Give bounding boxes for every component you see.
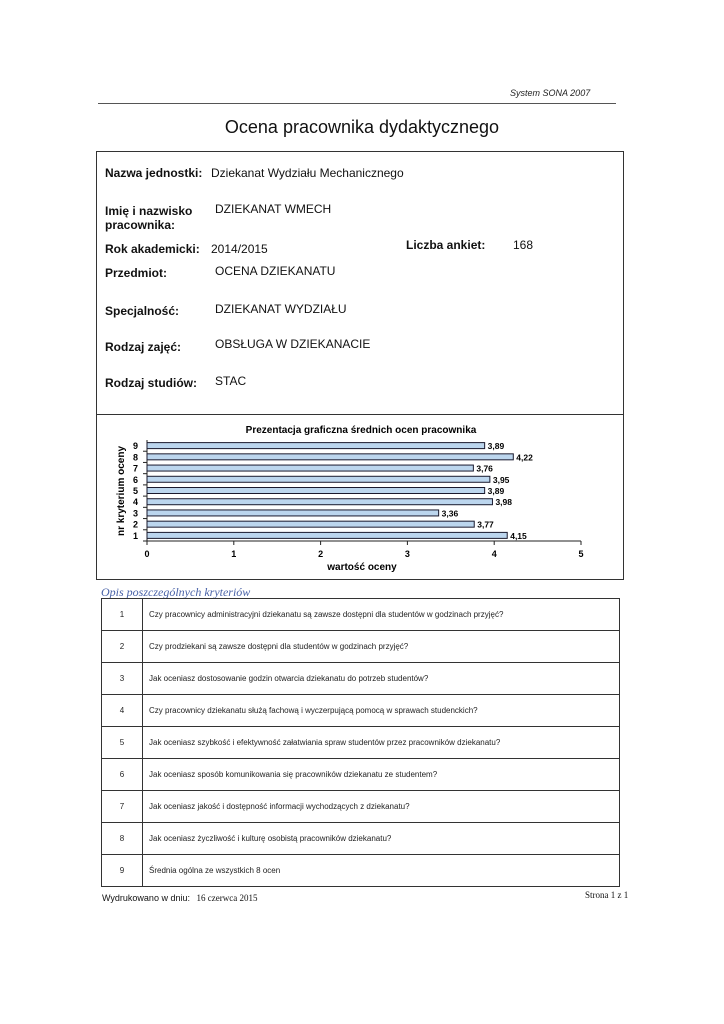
- chart-category-label: 9: [132, 441, 138, 452]
- criteria-row: [102, 695, 620, 727]
- chart-category-label: 8: [132, 452, 138, 463]
- criteria-text: Jak oceniasz życzliwość i kulturę osobistą pracowników dziekanatu?: [143, 823, 620, 855]
- chart-data-label: 3,98: [495, 497, 513, 508]
- criteria-number: 7: [102, 791, 143, 823]
- chart-bar: [147, 532, 507, 538]
- class-type-label: Rodzaj zajęć:: [105, 340, 182, 354]
- criteria-text: Jak oceniasz sposób komunikowania się pracowników dziekanatu ze studentem?: [143, 759, 620, 791]
- print-info: [102, 893, 257, 903]
- rating-chart: [97, 415, 623, 579]
- printed-label: Wydrukowano w dniu:: [102, 893, 190, 903]
- chart-x-tick-label: 1: [231, 549, 237, 559]
- surveys-label: Liczba ankiet:: [406, 238, 486, 252]
- specialty-label: Specjalność:: [105, 304, 180, 318]
- criteria-number: 9: [102, 855, 143, 887]
- printed-date: 16 czerwca 2015: [196, 893, 258, 903]
- chart-x-tick-label: 2: [318, 549, 324, 559]
- unit-value: Dziekanat Wydziału Mechanicznego: [211, 166, 404, 180]
- chart-category-label: 2: [132, 519, 138, 530]
- study-type-label: Rodzaj studiów:: [105, 376, 197, 390]
- chart-category-label: 3: [132, 508, 138, 519]
- name-label-line1: Imię i nazwisko: [105, 204, 193, 218]
- chart-bar: [147, 499, 492, 505]
- criteria-number: 3: [102, 663, 143, 695]
- criteria-row: [102, 727, 620, 759]
- criteria-row: [102, 823, 620, 855]
- criteria-row: [102, 759, 620, 791]
- criteria-row: [102, 663, 620, 695]
- chart-data-label: 3,95: [492, 474, 510, 485]
- criteria-text: Czy pracownicy administracyjni dziekanatu są zawsze dostępni dla studentów w godzinach przyjęć?: [143, 599, 620, 631]
- chart-bar: [147, 488, 485, 494]
- info-box: [96, 151, 624, 415]
- chart-category-label: 1: [132, 530, 138, 541]
- chart-data-label: 3,77: [477, 519, 494, 530]
- chart-bar: [147, 476, 490, 482]
- name-label-line2: pracownika:: [105, 218, 176, 232]
- criteria-text: Jak oceniasz jakość i dostępność informacji wychodzących z dziekanatu?: [143, 791, 620, 823]
- chart-x-tick-label: 4: [491, 549, 497, 559]
- page-number: Strona 1 z 1: [585, 890, 629, 900]
- criteria-number: 1: [102, 599, 143, 631]
- chart-title: Prezentacja graficzna średnich ocen pracownika: [245, 425, 477, 436]
- criteria-row: [102, 599, 620, 631]
- specialty-value: DZIEKANAT WYDZIAŁU: [215, 302, 347, 316]
- chart-x-tick-label: 0: [144, 549, 150, 559]
- chart-data-label: 3,89: [487, 486, 505, 496]
- criteria-row: [102, 791, 620, 823]
- page-title: Ocena pracownika dydaktycznego: [224, 117, 500, 137]
- chart-bar: [147, 454, 513, 460]
- chart-bar: [147, 521, 474, 527]
- chart-category-label: 6: [132, 474, 138, 485]
- year-value: 2014/2015: [211, 242, 268, 256]
- criteria-text: Średnia ogólna ze wszystkich 8 ocen: [143, 855, 620, 887]
- chart-bar: [147, 510, 439, 516]
- criteria-row: [102, 631, 620, 663]
- header-rule: [98, 103, 616, 104]
- year-label: Rok akademicki:: [105, 242, 200, 256]
- chart-x-tick-label: 3: [404, 549, 410, 559]
- surveys-value: 168: [513, 238, 534, 252]
- class-type-value: OBSŁUGA W DZIEKANACIE: [215, 337, 371, 351]
- criteria-number: 4: [102, 695, 143, 727]
- chart-data-label: 3,36: [441, 508, 459, 519]
- chart-box: [96, 414, 624, 580]
- criteria-heading: Opis poszczególnych kryteriów: [101, 585, 251, 599]
- chart-category-label: 4: [132, 497, 138, 508]
- unit-label: Nazwa jednostki:: [105, 166, 203, 180]
- subject-label: Przedmiot:: [105, 266, 168, 280]
- criteria-text: Jak oceniasz szybkość i efektywność załatwiania spraw studentów przez pracowników dziekanatu?: [143, 727, 620, 759]
- chart-xlabel: wartość oceny: [327, 562, 397, 573]
- chart-bar: [147, 465, 473, 471]
- chart-category-label: 7: [132, 463, 138, 474]
- criteria-text: Czy prodziekani są zawsze dostępni dla studentów w godzinach przyjęć?: [143, 631, 620, 663]
- criteria-number: 6: [102, 759, 143, 791]
- study-type-value: STAC: [215, 374, 247, 388]
- chart-category-label: 5: [132, 486, 138, 496]
- criteria-text: Jak oceniasz dostosowanie godzin otwarcia dziekanatu do potrzeb studentów?: [143, 663, 620, 695]
- chart-data-label: 3,76: [476, 463, 493, 474]
- name-value: DZIEKANAT WMECH: [215, 202, 332, 216]
- chart-ylabel: nr kryterium oceny: [116, 445, 127, 537]
- criteria-table: [101, 598, 620, 887]
- chart-data-label: 4,22: [516, 452, 533, 463]
- chart-bar: [147, 443, 485, 449]
- system-name: System SONA 2007: [510, 88, 591, 98]
- criteria-number: 8: [102, 823, 143, 855]
- criteria-number: 5: [102, 727, 143, 759]
- criteria-text: Czy pracownicy dziekanatu służą fachową i wyczerpującą pomocą w sprawach studenckich?: [143, 695, 620, 727]
- chart-data-label: 4,15: [510, 530, 527, 541]
- criteria-row: [102, 855, 620, 887]
- chart-data-label: 3,89: [487, 441, 505, 452]
- criteria-number: 2: [102, 631, 143, 663]
- chart-x-tick-label: 5: [578, 549, 584, 559]
- subject-value: OCENA DZIEKANATU: [215, 264, 336, 278]
